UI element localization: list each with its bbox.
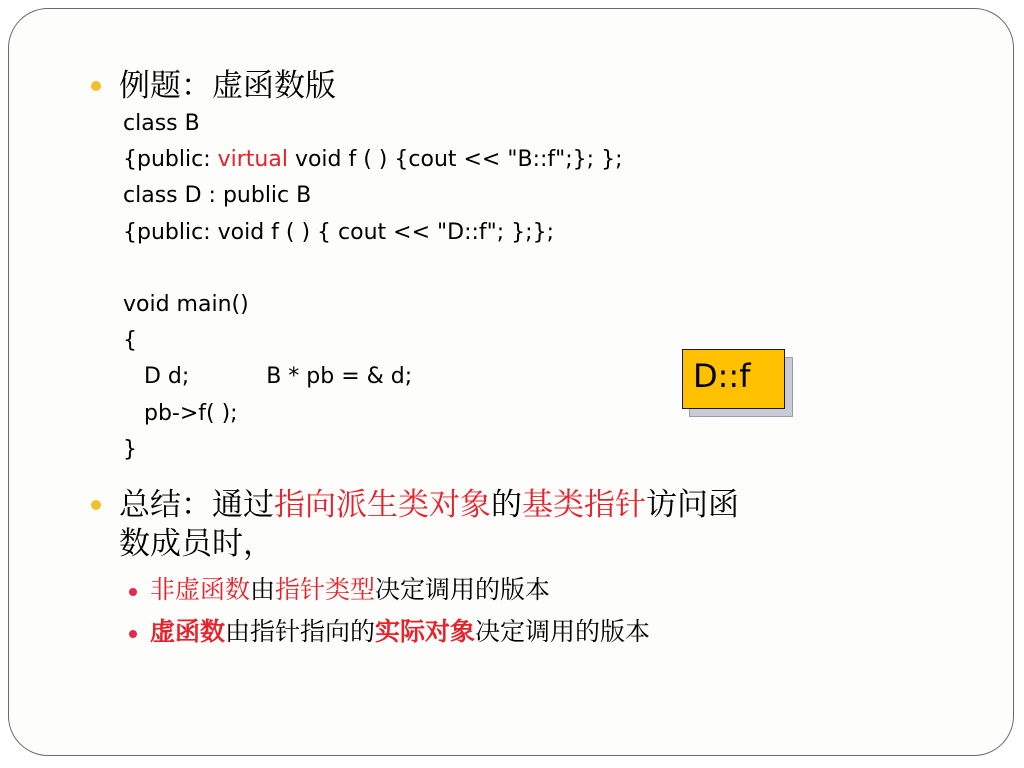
text-segment: 总结：通过 bbox=[119, 487, 274, 523]
highlighted-text: 非虚函数 bbox=[150, 575, 251, 604]
highlighted-text: 虚函数 bbox=[150, 617, 226, 646]
text-segment: 的 bbox=[491, 487, 522, 523]
text-segment: 由 bbox=[250, 575, 276, 604]
sub-bullet-dot bbox=[129, 630, 137, 638]
code-text: pb->f( ); bbox=[123, 400, 238, 426]
text-segment: 决定调用的版本 bbox=[375, 575, 551, 604]
highlighted-text: 基类指针 bbox=[522, 487, 646, 523]
code-text: {public: bbox=[123, 147, 218, 173]
code-text: class B bbox=[123, 111, 200, 136]
code-line bbox=[123, 146, 623, 174]
code-line bbox=[123, 363, 412, 391]
text-segment: 由指针指向的 bbox=[225, 617, 376, 646]
highlighted-text: 实际对象 bbox=[375, 617, 476, 646]
text-segment: 决定调用的版本 bbox=[475, 617, 651, 646]
example-heading: 例题：虚函数版 bbox=[119, 68, 336, 104]
code-text: class D : public B bbox=[123, 183, 312, 209]
code-line bbox=[123, 219, 554, 247]
code-text: } bbox=[123, 436, 137, 462]
code-text: void main() bbox=[123, 292, 249, 317]
code-text: void f ( ) {cout << "B::f";}; }; bbox=[287, 147, 623, 173]
output-box: D::f bbox=[682, 349, 785, 409]
code-line bbox=[123, 436, 137, 464]
sub-bullet-virtual bbox=[150, 617, 650, 647]
code-text: {public: void f ( ) { cout << "D::f"; };}; bbox=[123, 219, 554, 245]
sub-bullet-nonvirtual bbox=[150, 575, 550, 605]
code-line bbox=[123, 182, 311, 210]
bullet-dot bbox=[91, 81, 101, 91]
code-line bbox=[123, 400, 238, 428]
sub-bullet-dot bbox=[129, 588, 137, 596]
text-segment: 访问函 bbox=[646, 487, 739, 523]
bullet-dot bbox=[91, 500, 101, 510]
highlighted-text: 指向派生类对象 bbox=[274, 487, 491, 523]
code-keyword: virtual bbox=[217, 147, 288, 173]
summary-line-2 bbox=[119, 526, 274, 562]
code-line bbox=[123, 110, 200, 138]
code-line bbox=[123, 291, 249, 319]
code-line bbox=[123, 327, 137, 355]
summary-line-1 bbox=[119, 487, 739, 523]
code-text: { bbox=[123, 328, 137, 354]
code-text: D d; B * pb = & d; bbox=[123, 364, 413, 390]
highlighted-text: 指针类型 bbox=[275, 575, 376, 604]
text-segment: 数成员时， bbox=[119, 526, 274, 562]
